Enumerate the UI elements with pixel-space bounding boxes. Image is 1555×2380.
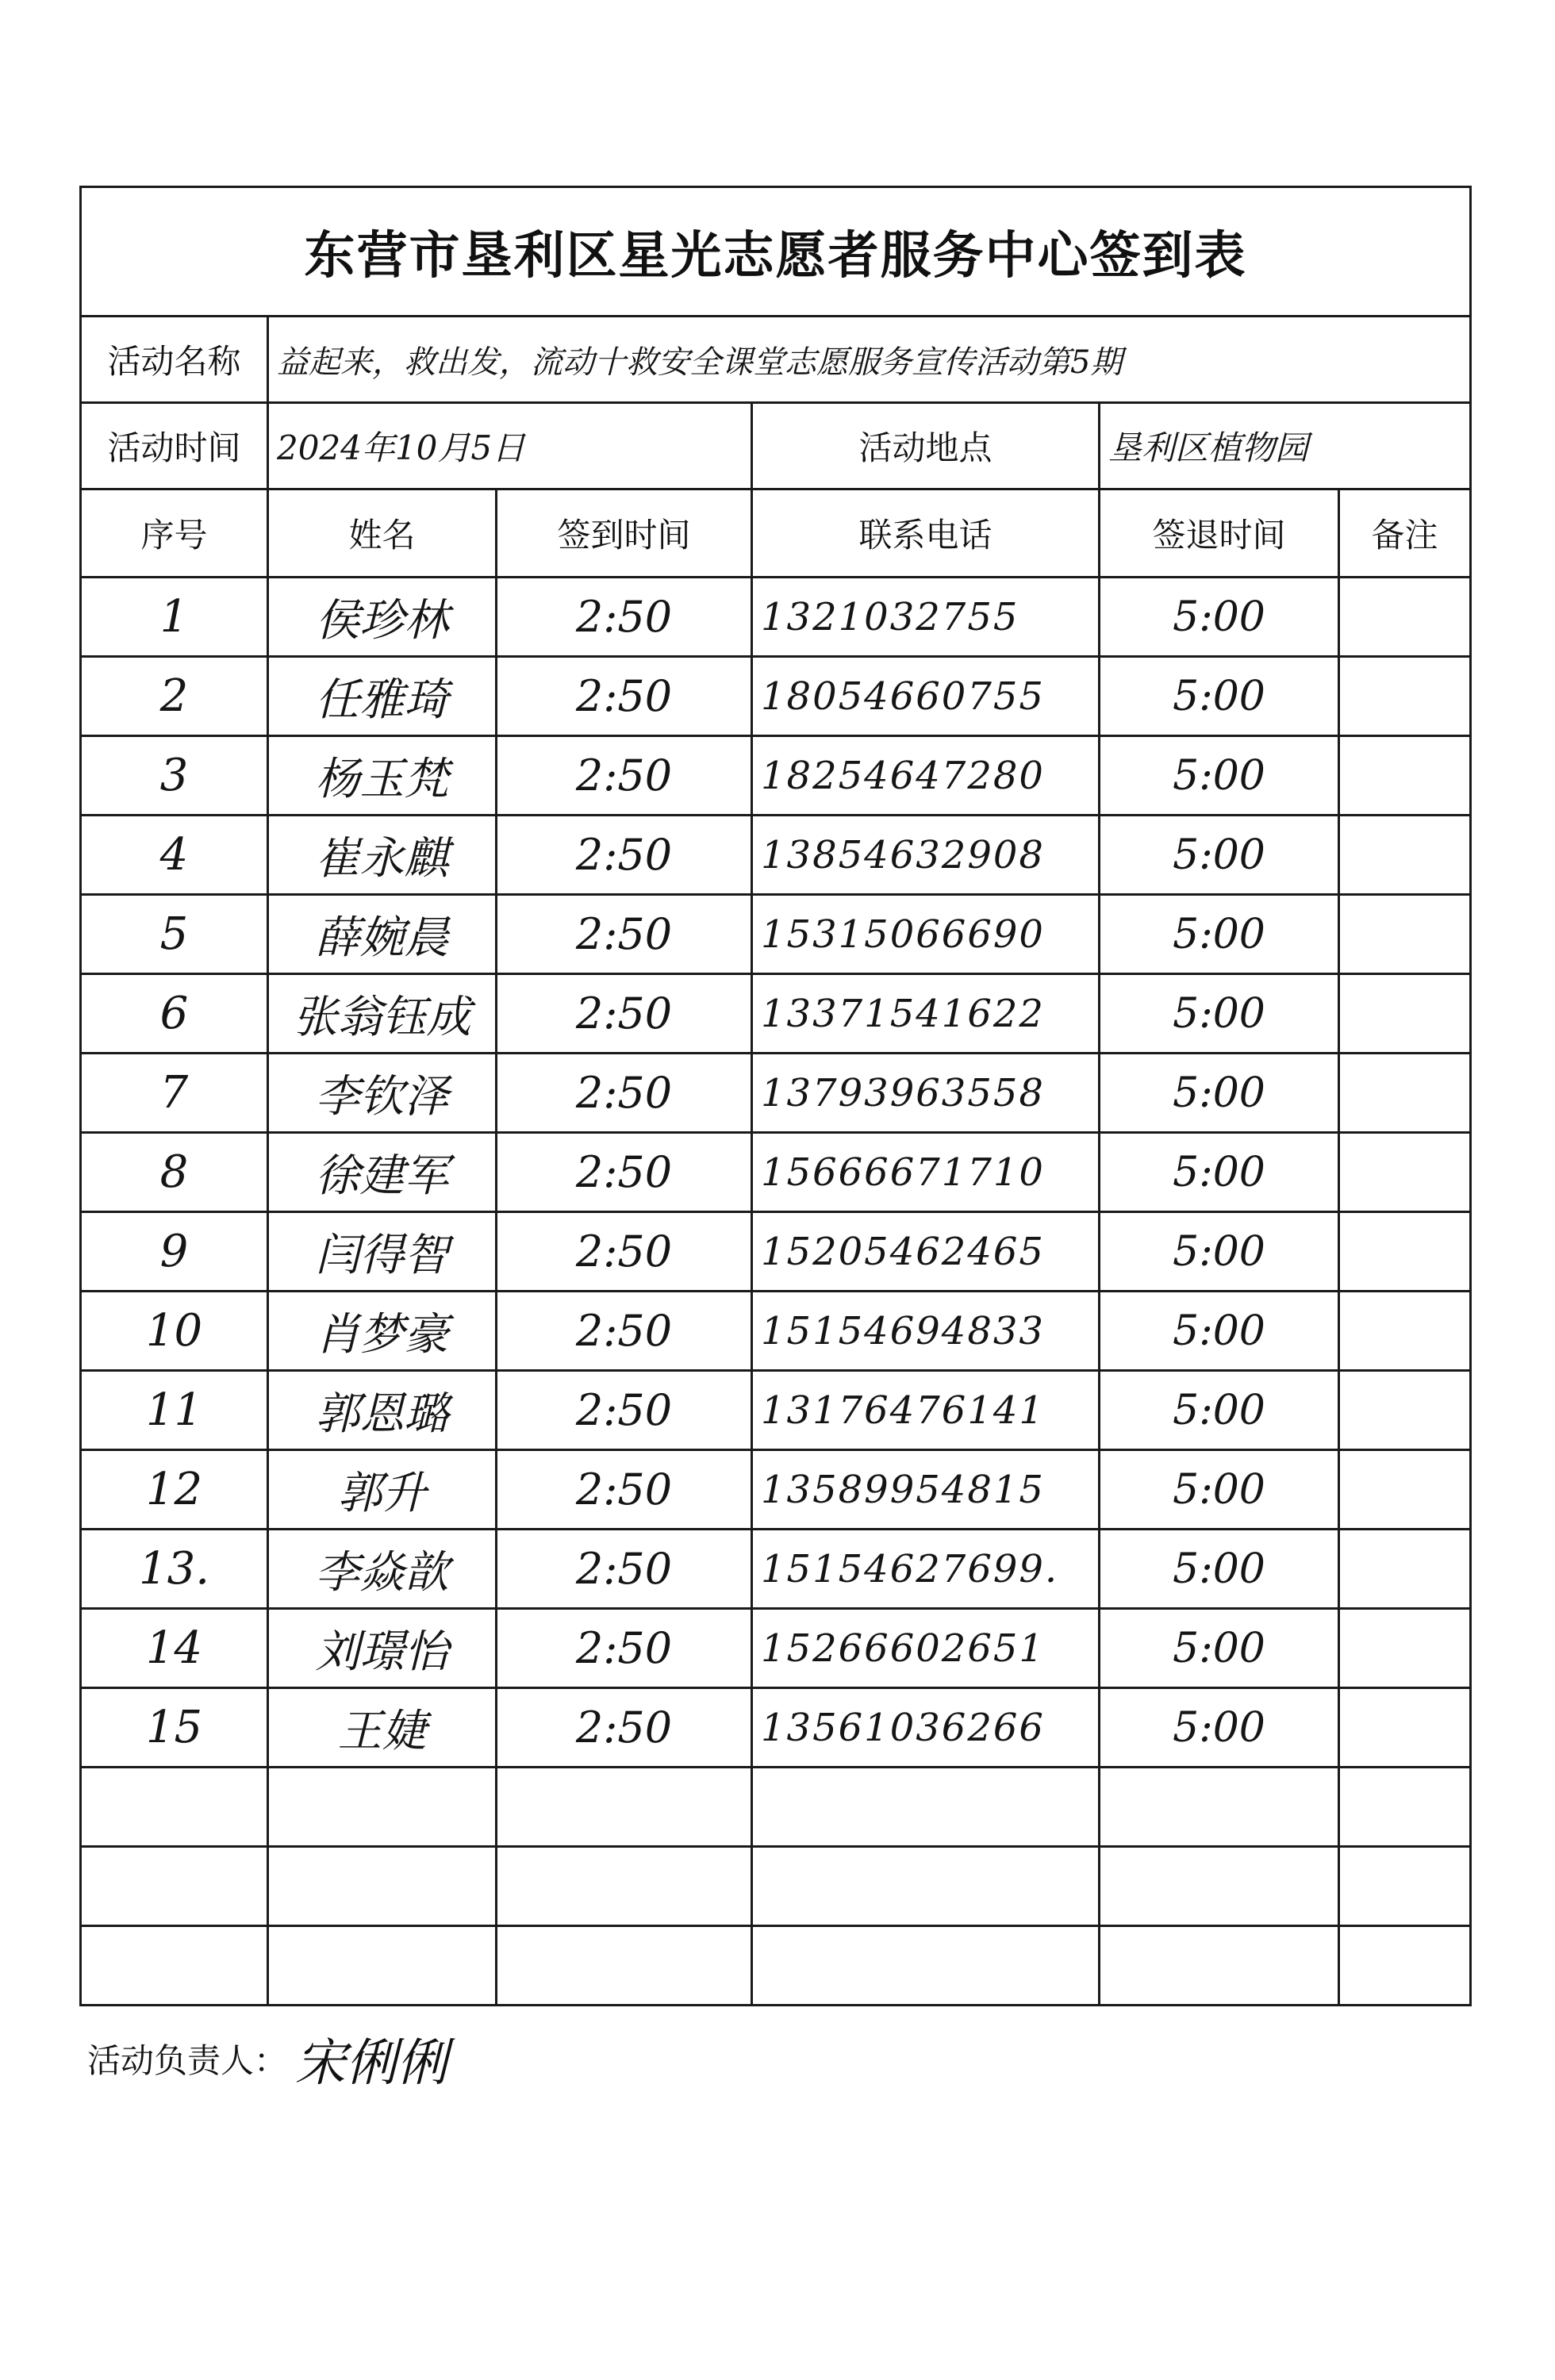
cell-sign-in-time: 2:50 <box>497 578 752 657</box>
cell-sign-out-time: 5:00 <box>1100 1530 1339 1609</box>
sign-in-table <box>79 186 1472 2006</box>
cell-note <box>1339 657 1471 736</box>
cell-note <box>1339 895 1471 974</box>
activity-place-label: 活动地点 <box>752 403 1100 489</box>
activity-name-row <box>81 317 1471 403</box>
cell-phone: 13371541622 <box>752 974 1100 1054</box>
cell-name: 张翁钰成 <box>268 974 497 1054</box>
cell-sign-in-time: 2:50 <box>497 1609 752 1688</box>
cell-sign-out-time: 5:00 <box>1100 1450 1339 1530</box>
cell-name: 李焱歆 <box>268 1530 497 1609</box>
cell-name: 任雅琦 <box>268 657 497 736</box>
cell-name: 杨玉梵 <box>268 736 497 816</box>
blank-cell-seq <box>81 1768 268 1847</box>
cell-phone: 13176476141 <box>752 1371 1100 1450</box>
cell-sign-in-time: 2:50 <box>497 1450 752 1530</box>
cell-seq: 11 <box>81 1371 268 1450</box>
cell-name: 刘璟怡 <box>268 1609 497 1688</box>
table-row <box>81 1450 1471 1530</box>
cell-seq: 7 <box>81 1054 268 1133</box>
cell-sign-out-time: 5:00 <box>1100 1609 1339 1688</box>
table-row <box>81 1530 1471 1609</box>
cell-note <box>1339 1609 1471 1688</box>
table-row <box>81 657 1471 736</box>
cell-phone: 18054660755 <box>752 657 1100 736</box>
cell-seq: 1 <box>81 578 268 657</box>
blank-cell-sign-out-time <box>1100 1847 1339 1926</box>
cell-phone: 13854632908 <box>752 816 1100 895</box>
cell-note <box>1339 1054 1471 1133</box>
cell-sign-out-time: 5:00 <box>1100 895 1339 974</box>
cell-sign-out-time: 5:00 <box>1100 816 1339 895</box>
cell-sign-in-time: 2:50 <box>497 1054 752 1133</box>
cell-sign-in-time: 2:50 <box>497 816 752 895</box>
cell-seq: 12 <box>81 1450 268 1530</box>
cell-sign-in-time: 2:50 <box>497 1292 752 1371</box>
blank-cell-phone <box>752 1847 1100 1926</box>
cell-note <box>1339 1371 1471 1450</box>
cell-phone: 15666671710 <box>752 1133 1100 1212</box>
cell-sign-in-time: 2:50 <box>497 736 752 816</box>
sign-in-sheet <box>79 186 1469 2002</box>
table-row <box>81 816 1471 895</box>
cell-sign-in-time: 2:50 <box>497 1371 752 1450</box>
cell-note <box>1339 578 1471 657</box>
header-name: 姓名 <box>268 489 497 578</box>
blank-cell-seq <box>81 1847 268 1926</box>
header-note: 备注 <box>1339 489 1471 578</box>
cell-seq: 13. <box>81 1530 268 1609</box>
table-row <box>81 1292 1471 1371</box>
blank-cell-phone <box>752 1768 1100 1847</box>
cell-note <box>1339 1688 1471 1768</box>
cell-phone: 1321032755 <box>752 578 1100 657</box>
blank-cell-sign-in-time <box>497 1768 752 1847</box>
cell-phone: 13589954815 <box>752 1450 1100 1530</box>
blank-table-row <box>81 1768 1471 1847</box>
sheet-title: 东营市垦利区星光志愿者服务中心签到表 <box>81 187 1471 317</box>
blank-cell-seq <box>81 1926 268 2006</box>
table-row <box>81 578 1471 657</box>
header-phone: 联系电话 <box>752 489 1100 578</box>
cell-seq: 2 <box>81 657 268 736</box>
cell-note <box>1339 974 1471 1054</box>
cell-phone: 13561036266 <box>752 1688 1100 1768</box>
cell-sign-out-time: 5:00 <box>1100 736 1339 816</box>
cell-seq: 6 <box>81 974 268 1054</box>
table-row <box>81 1688 1471 1768</box>
cell-name: 闫得智 <box>268 1212 497 1292</box>
table-row <box>81 1212 1471 1292</box>
cell-note <box>1339 1450 1471 1530</box>
cell-sign-in-time: 2:50 <box>497 974 752 1054</box>
cell-sign-in-time: 2:50 <box>497 1530 752 1609</box>
cell-sign-in-time: 2:50 <box>497 1688 752 1768</box>
responsible-signature: 宋俐俐 <box>295 2034 448 2093</box>
footer <box>87 2015 447 2102</box>
blank-cell-note <box>1339 1847 1471 1926</box>
cell-name: 郭恩璐 <box>268 1371 497 1450</box>
activity-place-value: 垦利区植物园 <box>1100 403 1471 489</box>
activity-name-label: 活动名称 <box>81 317 268 403</box>
table-row <box>81 1133 1471 1212</box>
cell-phone: 15154694833 <box>752 1292 1100 1371</box>
cell-name: 侯珍林 <box>268 578 497 657</box>
table-row <box>81 1054 1471 1133</box>
column-header-row <box>81 489 1471 578</box>
cell-sign-in-time: 2:50 <box>497 895 752 974</box>
blank-table-row <box>81 1847 1471 1926</box>
cell-sign-out-time: 5:00 <box>1100 974 1339 1054</box>
cell-seq: 15 <box>81 1688 268 1768</box>
cell-phone: 15205462465 <box>752 1212 1100 1292</box>
blank-cell-note <box>1339 1926 1471 2006</box>
cell-name: 李钦泽 <box>268 1054 497 1133</box>
activity-name-value: 益起来，救出发，流动十救安全课堂志愿服务宣传活动第5期 <box>268 317 1471 403</box>
cell-note <box>1339 816 1471 895</box>
cell-sign-out-time: 5:00 <box>1100 1371 1339 1450</box>
cell-note <box>1339 736 1471 816</box>
cell-phone: 18254647280 <box>752 736 1100 816</box>
cell-sign-in-time: 2:50 <box>497 1212 752 1292</box>
table-row <box>81 974 1471 1054</box>
cell-sign-in-time: 2:50 <box>497 1133 752 1212</box>
cell-sign-out-time: 5:00 <box>1100 1212 1339 1292</box>
cell-note <box>1339 1530 1471 1609</box>
cell-name: 王婕 <box>268 1688 497 1768</box>
cell-sign-out-time: 5:00 <box>1100 1133 1339 1212</box>
blank-cell-sign-in-time <box>497 1847 752 1926</box>
table-row <box>81 1371 1471 1450</box>
activity-time-place-row <box>81 403 1471 489</box>
cell-sign-in-time: 2:50 <box>497 657 752 736</box>
cell-phone: 15266602651 <box>752 1609 1100 1688</box>
cell-name: 徐建军 <box>268 1133 497 1212</box>
table-row <box>81 895 1471 974</box>
header-sign-in-time: 签到时间 <box>497 489 752 578</box>
blank-table-row <box>81 1926 1471 2006</box>
title-row <box>81 187 1471 317</box>
cell-phone: 15154627699. <box>752 1530 1100 1609</box>
cell-name: 薛婉晨 <box>268 895 497 974</box>
blank-cell-name <box>268 1847 497 1926</box>
activity-time-value: 2024年10月5日 <box>268 403 752 489</box>
activity-time-label: 活动时间 <box>81 403 268 489</box>
responsible-label: 活动负责人： <box>87 2041 288 2080</box>
table-row <box>81 736 1471 816</box>
header-seq: 序号 <box>81 489 268 578</box>
blank-cell-name <box>268 1768 497 1847</box>
cell-seq: 8 <box>81 1133 268 1212</box>
table-row <box>81 1609 1471 1688</box>
cell-seq: 10 <box>81 1292 268 1371</box>
cell-sign-out-time: 5:00 <box>1100 1054 1339 1133</box>
blank-cell-phone <box>752 1926 1100 2006</box>
blank-cell-sign-out-time <box>1100 1926 1339 2006</box>
cell-name: 肖梦豪 <box>268 1292 497 1371</box>
blank-cell-sign-out-time <box>1100 1768 1339 1847</box>
cell-name: 郭升 <box>268 1450 497 1530</box>
cell-sign-out-time: 5:00 <box>1100 1292 1339 1371</box>
blank-cell-note <box>1339 1768 1471 1847</box>
cell-seq: 5 <box>81 895 268 974</box>
cell-name: 崔永麒 <box>268 816 497 895</box>
cell-sign-out-time: 5:00 <box>1100 1688 1339 1768</box>
cell-sign-out-time: 5:00 <box>1100 657 1339 736</box>
cell-seq: 14 <box>81 1609 268 1688</box>
cell-note <box>1339 1212 1471 1292</box>
cell-phone: 15315066690 <box>752 895 1100 974</box>
cell-note <box>1339 1133 1471 1212</box>
header-sign-out-time: 签退时间 <box>1100 489 1339 578</box>
blank-cell-name <box>268 1926 497 2006</box>
cell-phone: 13793963558 <box>752 1054 1100 1133</box>
cell-seq: 4 <box>81 816 268 895</box>
cell-note <box>1339 1292 1471 1371</box>
cell-seq: 9 <box>81 1212 268 1292</box>
cell-seq: 3 <box>81 736 268 816</box>
cell-sign-out-time: 5:00 <box>1100 578 1339 657</box>
blank-cell-sign-in-time <box>497 1926 752 2006</box>
